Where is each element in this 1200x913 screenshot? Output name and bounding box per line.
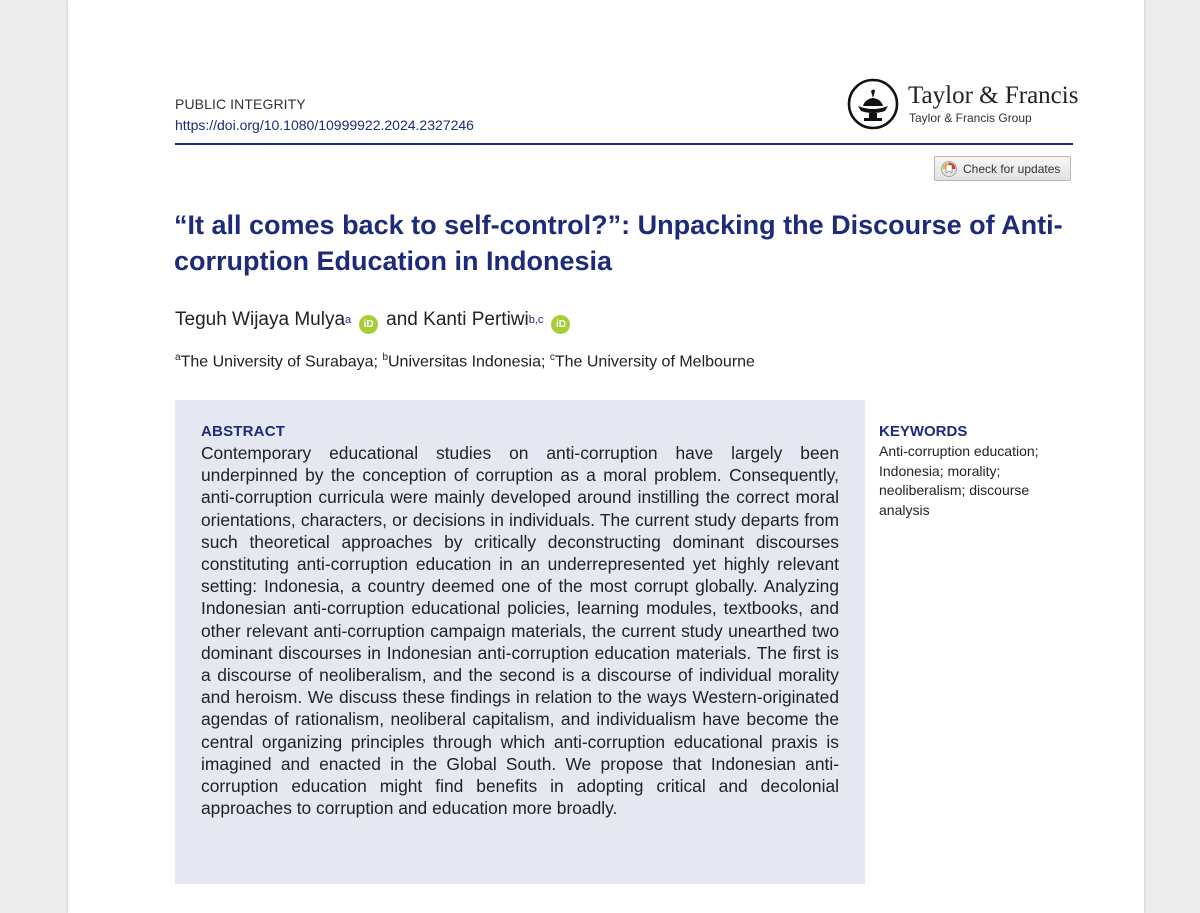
abstract-text: Contemporary educational studies on anti-corruption have largely been underpinned by the conception of corruption as a moral problem. Consequently, anti-corruption curricula were mainly developed around instilling the correct moral orientations, characters, or decisions in individuals. The current study departs from such theoretical approaches by critically deconstructing dominant discourses constituting anti-corruption education in an underrepresented yet highly relevant setting: Indonesia, a country deemed one of the most corrupt globally. Analyzing Indonesian anti-corruption educational policies, learning modules, textbooks, and other relevant anti-corruption campaign materials, the current study unearthed two dominant discourses in Indonesian anti-corruption education materials. The first is a discourse of neoliberalism, and the second is a discourse of individual morality and heroism. We discuss these findings in relation to the ways Western-originated agendas of rationalism, neoliberal capitalism, and individualism have become the central organizing principles through which anti-corruption educational praxis is imagined and enacted in the Global South. We propose that Indonesian anti-corruption education might find benefits in adopting critical and decolonial approaches to corruption and education more broadly.	[201, 443, 839, 819]
publisher-name: Taylor & Francis	[908, 82, 1079, 109]
lamp-logo-icon	[847, 78, 899, 130]
publisher-group: Taylor & Francis Group	[909, 111, 1032, 125]
author-line	[175, 309, 578, 332]
author-affil-sup: b,c	[528, 314, 544, 326]
affiliation: The University of Surabaya	[180, 353, 374, 371]
publisher-logo[interactable]	[847, 76, 1077, 134]
abstract-box	[175, 400, 865, 884]
author-affil-sup: a	[345, 314, 352, 326]
article-title: “It all comes back to self-control?”: Unpacking the Discourse of Anti-corruption Education in Indonesia	[174, 210, 1063, 276]
header-divider	[175, 143, 1073, 145]
orcid-icon[interactable]: iD	[551, 315, 570, 334]
keywords-heading: KEYWORDS	[879, 423, 968, 440]
affiliation: The University of Melbourne	[554, 353, 755, 371]
article-page	[68, 0, 1144, 913]
author-connector: and	[386, 309, 418, 330]
check-for-updates-button[interactable]	[934, 156, 1071, 181]
crossmark-icon	[941, 161, 957, 177]
abstract-heading: ABSTRACT	[201, 423, 286, 440]
affil-sup: a	[175, 352, 181, 363]
doi-link[interactable]: https://doi.org/10.1080/10999922.2024.2327246	[175, 117, 474, 133]
affiliations: $^a$The University of Surabaya; $^b$Universitas Indonesia; $^c$The University of Melbourne	[175, 352, 755, 371]
keyword-line: analysis	[879, 501, 930, 518]
journal-name: PUBLIC INTEGRITY	[175, 96, 306, 112]
affiliation: Universitas Indonesia	[388, 353, 541, 371]
affil-sup: b	[382, 352, 388, 363]
author-name: Kanti Pertiwi	[423, 309, 529, 330]
keyword-line: Anti-corruption education;	[879, 443, 1039, 459]
orcid-icon[interactable]: iD	[359, 315, 378, 334]
check-for-updates-label: Check for updates	[963, 161, 1061, 176]
keyword-line: neoliberalism; discourse	[879, 482, 1030, 498]
affil-sup: c	[549, 352, 555, 363]
keywords-list	[879, 442, 1079, 520]
author-name: Teguh Wijaya Mulya	[175, 309, 346, 330]
keyword-line: Indonesia; morality;	[879, 462, 1001, 479]
